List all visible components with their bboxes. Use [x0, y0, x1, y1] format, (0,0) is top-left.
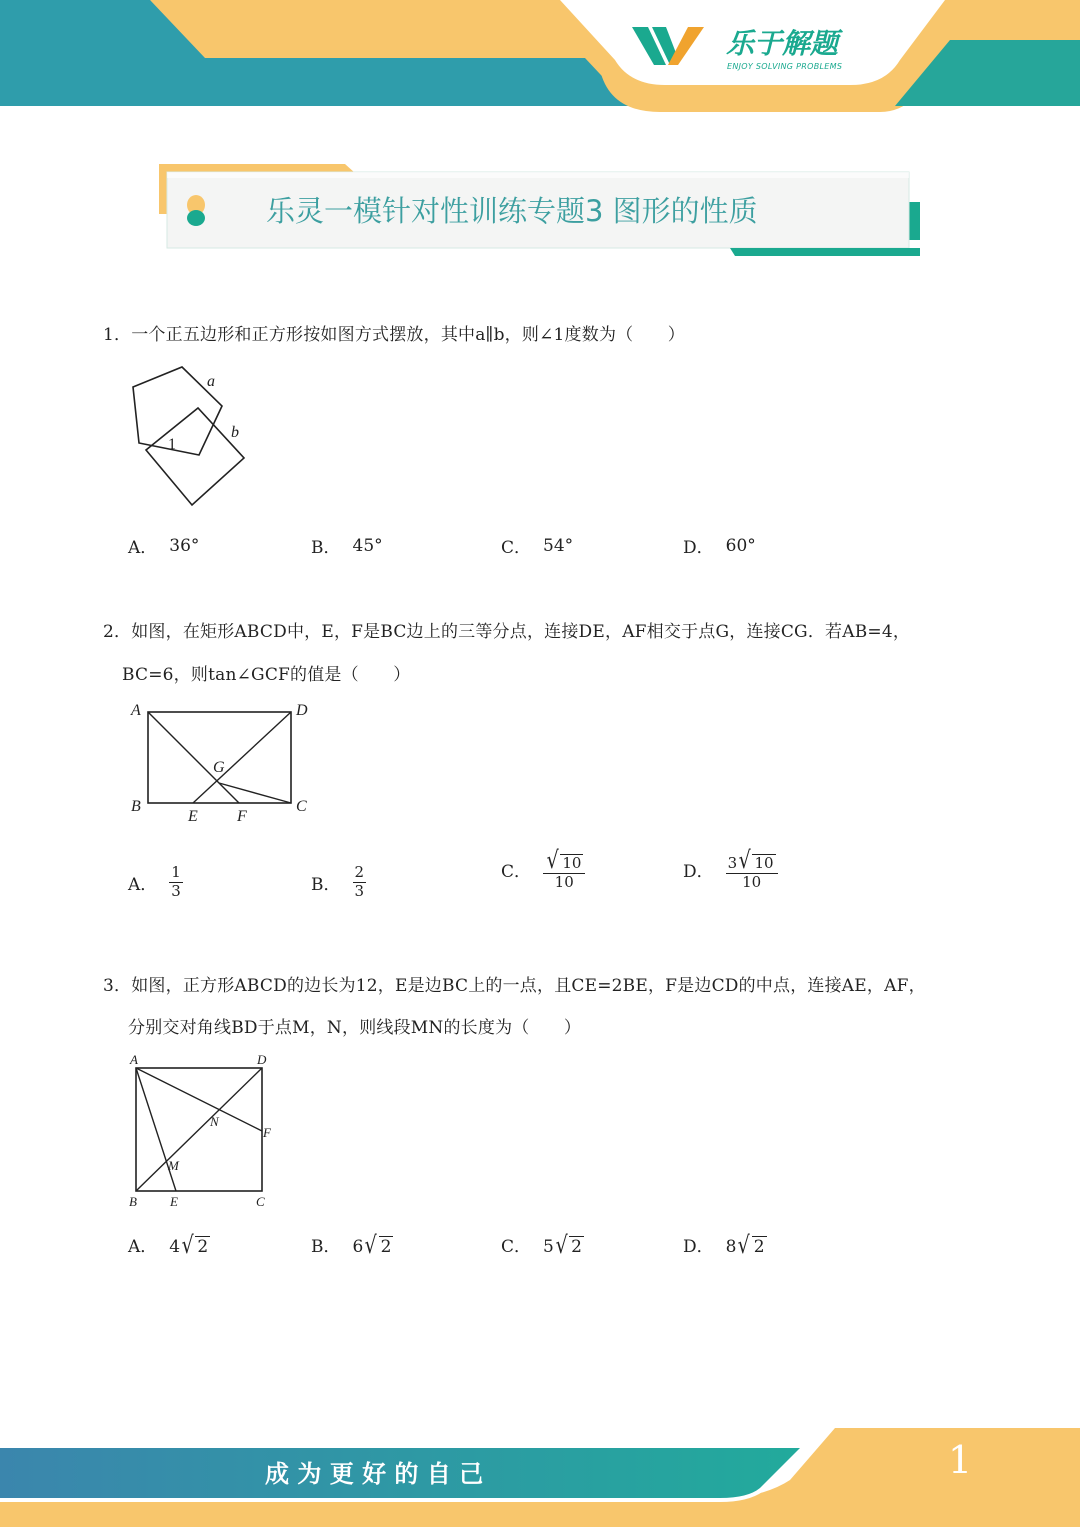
sqrt-symbol: √ — [181, 1230, 194, 1259]
radical — [725, 1230, 767, 1259]
option-3b[interactable] — [311, 1232, 393, 1257]
denominator: 3 — [171, 882, 181, 900]
coefficient: 3 — [727, 854, 738, 872]
option-label: C． — [501, 862, 532, 882]
option-label: B． — [311, 538, 341, 558]
option-value: 45° — [352, 535, 383, 556]
label-M: M — [168, 1158, 179, 1173]
option-value: 60° — [725, 535, 756, 556]
radical — [169, 1230, 210, 1259]
sqrt-symbol: √ — [555, 1230, 568, 1259]
logo-text: 乐于解题 — [726, 27, 839, 60]
option-label: A． — [128, 538, 158, 558]
question-1-figure — [120, 355, 260, 515]
option-label: B． — [311, 1237, 341, 1257]
numerator: 2 — [354, 863, 365, 881]
label-C: C — [256, 1194, 265, 1209]
radicand: 10 — [754, 854, 774, 872]
coefficient: 5 — [543, 1236, 554, 1257]
sqrt-symbol: √ — [546, 846, 559, 874]
label-B: B — [131, 798, 141, 815]
option-3a[interactable] — [128, 1232, 210, 1257]
denominator: 10 — [554, 873, 574, 891]
page-title: 乐灵一模针对性训练专题3 图形的性质 — [266, 194, 758, 228]
question-2-figure — [120, 695, 330, 830]
radicand: 10 — [562, 854, 582, 872]
label-A: A — [130, 1052, 138, 1067]
label-E: E — [170, 1194, 178, 1209]
question-3-figure — [120, 1048, 285, 1213]
option-2b[interactable] — [311, 864, 366, 900]
sqrt-symbol: √ — [737, 1230, 751, 1259]
fraction — [726, 848, 778, 891]
option-value: 36° — [169, 535, 200, 556]
option-2a[interactable] — [128, 864, 183, 900]
option-label: A． — [128, 874, 158, 895]
radicand: 2 — [753, 1236, 765, 1257]
coefficient: 8 — [725, 1236, 737, 1257]
question-3-text-line1: 3．如图，正方形ABCD的边长为12，E是边BC上的一点，且CE=2BE，F是边CD的中点，连接AE，AF， — [103, 976, 926, 996]
logo-icon — [632, 25, 712, 70]
option-label: C． — [501, 538, 532, 558]
footer-banner — [0, 1420, 1080, 1527]
numerator: 1 — [171, 863, 181, 881]
label-C: C — [296, 798, 307, 815]
option-value: 54° — [543, 535, 574, 556]
radical — [543, 1230, 584, 1259]
radicand: 2 — [197, 1236, 209, 1257]
fraction — [543, 848, 585, 891]
label-A: A — [131, 702, 141, 719]
label-angle-1: 1 — [168, 436, 176, 453]
label-G: G — [213, 759, 225, 776]
option-1b[interactable] — [311, 533, 383, 558]
numerator — [726, 848, 778, 874]
radicand: 2 — [571, 1236, 582, 1257]
option-3d[interactable] — [683, 1232, 767, 1257]
option-label: B． — [311, 874, 341, 895]
option-label: D． — [683, 862, 714, 882]
option-label: C． — [501, 1237, 532, 1257]
denominator: 10 — [742, 873, 762, 891]
option-1d[interactable] — [683, 533, 756, 558]
footer-slogan: 成 为 更 好 的 自 己 — [265, 1460, 484, 1488]
page-number: 1 — [948, 1438, 973, 1482]
question-1-text: 1．一个正五边形和正方形按如图方式摆放，其中a∥b，则∠1度数为（ ） — [103, 325, 685, 345]
option-1a[interactable] — [128, 533, 199, 558]
label-E: E — [188, 808, 198, 825]
question-2-text-line1: 2．如图，在矩形ABCD中，E，F是BC边上的三等分点，连接DE，AF相交于点G，连接CG．若AB=4， — [103, 622, 911, 642]
sqrt-symbol: √ — [738, 846, 751, 874]
option-1c[interactable] — [501, 533, 573, 558]
sqrt-symbol: √ — [364, 1230, 378, 1259]
option-3c[interactable] — [501, 1232, 584, 1257]
option-label: A． — [128, 1237, 158, 1257]
question-3-text-line2: 分别交对角线BD于点M，N，则线段MN的长度为（ ） — [128, 1018, 582, 1038]
option-label: D． — [683, 1237, 714, 1257]
label-D: D — [257, 1052, 267, 1067]
fraction — [353, 864, 367, 900]
label-a: a — [207, 373, 215, 390]
label-b: b — [231, 424, 239, 441]
denominator: 3 — [354, 882, 365, 900]
label-F: F — [263, 1125, 271, 1140]
question-2-text-line2: BC=6，则tan∠GCF的值是（ ） — [122, 665, 411, 685]
label-B: B — [129, 1194, 137, 1209]
fraction — [169, 864, 183, 900]
option-2d[interactable] — [683, 848, 778, 891]
label-D: D — [296, 702, 308, 719]
option-label: D． — [683, 538, 714, 558]
header-banner — [0, 0, 1080, 120]
coefficient: 6 — [352, 1236, 364, 1257]
logo-tagline: ENJOY SOLVING PROBLEMS — [727, 62, 843, 71]
option-2c[interactable] — [501, 848, 585, 891]
numerator — [543, 848, 585, 874]
label-N: N — [210, 1114, 219, 1129]
label-F: F — [237, 808, 247, 825]
radical — [352, 1230, 394, 1259]
radicand: 2 — [380, 1236, 392, 1257]
coefficient: 4 — [169, 1236, 181, 1257]
